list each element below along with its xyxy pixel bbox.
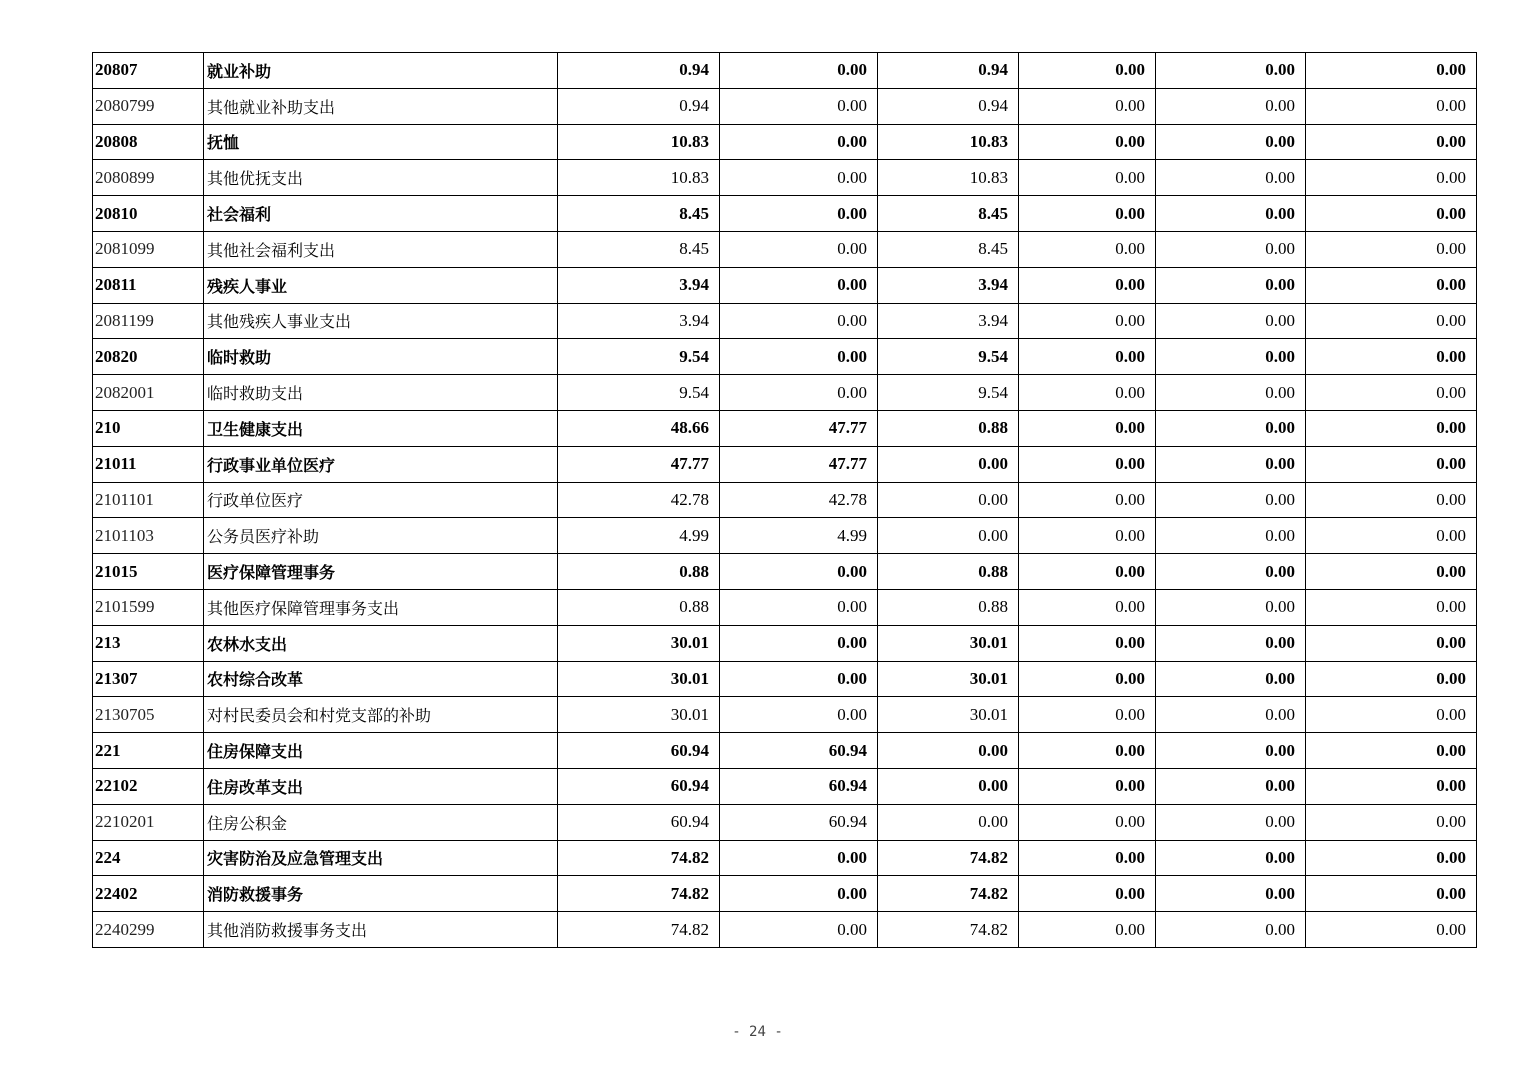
- amount-cell-column-4: 0.00: [1019, 446, 1156, 482]
- table-row: [93, 339, 1477, 375]
- table-body: [93, 53, 1477, 948]
- amount-cell-column-4: 0.00: [1019, 88, 1156, 124]
- amount-cell-column-6: 0.00: [1306, 267, 1477, 303]
- subject-name-cell: 行政事业单位医疗: [204, 446, 558, 482]
- amount-cell-column-5: 0.00: [1156, 303, 1306, 339]
- subject-name-cell: 农村综合改革: [204, 661, 558, 697]
- subject-code-cell: 2082001: [93, 375, 204, 411]
- amount-cell-column-4: 0.00: [1019, 804, 1156, 840]
- amount-cell-column-4: 0.00: [1019, 482, 1156, 518]
- amount-cell-column-4: 0.00: [1019, 661, 1156, 697]
- table-row: [93, 303, 1477, 339]
- subject-code-cell: 2081199: [93, 303, 204, 339]
- amount-cell-total: 0.88: [558, 589, 720, 625]
- table-row: [93, 53, 1477, 89]
- amount-cell-basic-expenditure: 47.77: [720, 446, 878, 482]
- amount-cell-basic-expenditure: 0.00: [720, 196, 878, 232]
- table-row: [93, 446, 1477, 482]
- subject-code-cell: 2130705: [93, 697, 204, 733]
- amount-cell-column-6: 0.00: [1306, 375, 1477, 411]
- amount-cell-column-5: 0.00: [1156, 375, 1306, 411]
- amount-cell-total: 60.94: [558, 733, 720, 769]
- amount-cell-column-5: 0.00: [1156, 410, 1306, 446]
- amount-cell-column-5: 0.00: [1156, 554, 1306, 590]
- subject-name-cell: 消防救援事务: [204, 876, 558, 912]
- amount-cell-column-6: 0.00: [1306, 876, 1477, 912]
- amount-cell-total: 47.77: [558, 446, 720, 482]
- amount-cell-column-4: 0.00: [1019, 876, 1156, 912]
- amount-cell-column-6: 0.00: [1306, 410, 1477, 446]
- amount-cell-project-expenditure: 3.94: [878, 303, 1019, 339]
- amount-cell-total: 0.88: [558, 554, 720, 590]
- table-row: [93, 840, 1477, 876]
- amount-cell-total: 74.82: [558, 840, 720, 876]
- subject-name-cell: 行政单位医疗: [204, 482, 558, 518]
- amount-cell-total: 8.45: [558, 196, 720, 232]
- table-row: [93, 482, 1477, 518]
- table-row: [93, 876, 1477, 912]
- amount-cell-column-4: 0.00: [1019, 768, 1156, 804]
- subject-code-cell: 20811: [93, 267, 204, 303]
- amount-cell-project-expenditure: 9.54: [878, 339, 1019, 375]
- subject-name-cell: 农林水支出: [204, 625, 558, 661]
- subject-name-cell: 医疗保障管理事务: [204, 554, 558, 590]
- amount-cell-total: 3.94: [558, 267, 720, 303]
- subject-code-cell: 20810: [93, 196, 204, 232]
- amount-cell-column-5: 0.00: [1156, 482, 1306, 518]
- amount-cell-column-4: 0.00: [1019, 339, 1156, 375]
- amount-cell-total: 8.45: [558, 231, 720, 267]
- amount-cell-column-6: 0.00: [1306, 733, 1477, 769]
- amount-cell-project-expenditure: 0.94: [878, 53, 1019, 89]
- amount-cell-column-5: 0.00: [1156, 804, 1306, 840]
- amount-cell-project-expenditure: 74.82: [878, 876, 1019, 912]
- subject-code-cell: 213: [93, 625, 204, 661]
- amount-cell-project-expenditure: 10.83: [878, 124, 1019, 160]
- amount-cell-total: 4.99: [558, 518, 720, 554]
- amount-cell-column-6: 0.00: [1306, 339, 1477, 375]
- table-row: [93, 160, 1477, 196]
- amount-cell-basic-expenditure: 60.94: [720, 768, 878, 804]
- amount-cell-column-5: 0.00: [1156, 339, 1306, 375]
- amount-cell-column-5: 0.00: [1156, 840, 1306, 876]
- table-row: [93, 518, 1477, 554]
- subject-code-cell: 21011: [93, 446, 204, 482]
- amount-cell-total: 30.01: [558, 697, 720, 733]
- subject-code-cell: 21307: [93, 661, 204, 697]
- amount-cell-project-expenditure: 74.82: [878, 840, 1019, 876]
- amount-cell-column-5: 0.00: [1156, 53, 1306, 89]
- amount-cell-project-expenditure: 0.00: [878, 768, 1019, 804]
- subject-code-cell: 2080899: [93, 160, 204, 196]
- amount-cell-total: 60.94: [558, 804, 720, 840]
- amount-cell-total: 10.83: [558, 124, 720, 160]
- amount-cell-total: 9.54: [558, 375, 720, 411]
- table-row: [93, 661, 1477, 697]
- subject-code-cell: 20807: [93, 53, 204, 89]
- amount-cell-column-4: 0.00: [1019, 912, 1156, 948]
- amount-cell-column-6: 0.00: [1306, 518, 1477, 554]
- amount-cell-column-6: 0.00: [1306, 53, 1477, 89]
- amount-cell-basic-expenditure: 0.00: [720, 840, 878, 876]
- amount-cell-column-4: 0.00: [1019, 840, 1156, 876]
- amount-cell-basic-expenditure: 0.00: [720, 697, 878, 733]
- amount-cell-total: 30.01: [558, 625, 720, 661]
- table-row: [93, 697, 1477, 733]
- amount-cell-project-expenditure: 30.01: [878, 697, 1019, 733]
- amount-cell-column-5: 0.00: [1156, 196, 1306, 232]
- subject-code-cell: 20808: [93, 124, 204, 160]
- amount-cell-column-4: 0.00: [1019, 589, 1156, 625]
- subject-name-cell: 住房保障支出: [204, 733, 558, 769]
- amount-cell-project-expenditure: 0.00: [878, 733, 1019, 769]
- amount-cell-column-5: 0.00: [1156, 446, 1306, 482]
- amount-cell-column-5: 0.00: [1156, 231, 1306, 267]
- table-row: [93, 124, 1477, 160]
- amount-cell-basic-expenditure: 0.00: [720, 88, 878, 124]
- amount-cell-basic-expenditure: 0.00: [720, 375, 878, 411]
- subject-name-cell: 卫生健康支出: [204, 410, 558, 446]
- amount-cell-column-5: 0.00: [1156, 912, 1306, 948]
- amount-cell-column-4: 0.00: [1019, 375, 1156, 411]
- amount-cell-project-expenditure: 0.94: [878, 88, 1019, 124]
- amount-cell-column-4: 0.00: [1019, 554, 1156, 590]
- table-row: [93, 554, 1477, 590]
- amount-cell-total: 42.78: [558, 482, 720, 518]
- amount-cell-basic-expenditure: 60.94: [720, 733, 878, 769]
- amount-cell-column-4: 0.00: [1019, 410, 1156, 446]
- amount-cell-column-4: 0.00: [1019, 267, 1156, 303]
- amount-cell-basic-expenditure: 0.00: [720, 303, 878, 339]
- subject-code-cell: 2240299: [93, 912, 204, 948]
- amount-cell-column-4: 0.00: [1019, 697, 1156, 733]
- subject-code-cell: 21015: [93, 554, 204, 590]
- subject-code-cell: 22402: [93, 876, 204, 912]
- subject-name-cell: 公务员医疗补助: [204, 518, 558, 554]
- amount-cell-project-expenditure: 8.45: [878, 231, 1019, 267]
- amount-cell-column-5: 0.00: [1156, 625, 1306, 661]
- subject-name-cell: 残疾人事业: [204, 267, 558, 303]
- amount-cell-total: 74.82: [558, 876, 720, 912]
- amount-cell-total: 74.82: [558, 912, 720, 948]
- amount-cell-column-4: 0.00: [1019, 518, 1156, 554]
- amount-cell-total: 10.83: [558, 160, 720, 196]
- table-row: [93, 768, 1477, 804]
- amount-cell-column-4: 0.00: [1019, 733, 1156, 769]
- subject-name-cell: 住房改革支出: [204, 768, 558, 804]
- amount-cell-project-expenditure: 0.00: [878, 482, 1019, 518]
- table-row: [93, 231, 1477, 267]
- page-number: - 24 -: [732, 1024, 783, 1040]
- subject-name-cell: 对村民委员会和村党支部的补助: [204, 697, 558, 733]
- amount-cell-column-6: 0.00: [1306, 231, 1477, 267]
- subject-name-cell: 灾害防治及应急管理支出: [204, 840, 558, 876]
- table-row: [93, 88, 1477, 124]
- amount-cell-project-expenditure: 8.45: [878, 196, 1019, 232]
- amount-cell-column-4: 0.00: [1019, 160, 1156, 196]
- amount-cell-basic-expenditure: 0.00: [720, 231, 878, 267]
- subject-name-cell: 临时救助: [204, 339, 558, 375]
- amount-cell-column-5: 0.00: [1156, 518, 1306, 554]
- amount-cell-column-5: 0.00: [1156, 733, 1306, 769]
- amount-cell-basic-expenditure: 0.00: [720, 267, 878, 303]
- amount-cell-project-expenditure: 10.83: [878, 160, 1019, 196]
- amount-cell-project-expenditure: 74.82: [878, 912, 1019, 948]
- amount-cell-column-6: 0.00: [1306, 840, 1477, 876]
- budget-table: [92, 52, 1477, 948]
- amount-cell-column-5: 0.00: [1156, 88, 1306, 124]
- amount-cell-column-6: 0.00: [1306, 912, 1477, 948]
- subject-name-cell: 社会福利: [204, 196, 558, 232]
- amount-cell-basic-expenditure: 42.78: [720, 482, 878, 518]
- amount-cell-total: 9.54: [558, 339, 720, 375]
- amount-cell-project-expenditure: 30.01: [878, 661, 1019, 697]
- amount-cell-column-5: 0.00: [1156, 661, 1306, 697]
- table-row: [93, 625, 1477, 661]
- subject-code-cell: 224: [93, 840, 204, 876]
- amount-cell-project-expenditure: 0.00: [878, 518, 1019, 554]
- amount-cell-column-5: 0.00: [1156, 124, 1306, 160]
- subject-code-cell: 2101599: [93, 589, 204, 625]
- subject-code-cell: 2081099: [93, 231, 204, 267]
- amount-cell-column-6: 0.00: [1306, 303, 1477, 339]
- amount-cell-column-5: 0.00: [1156, 267, 1306, 303]
- amount-cell-column-6: 0.00: [1306, 697, 1477, 733]
- amount-cell-basic-expenditure: 0.00: [720, 339, 878, 375]
- amount-cell-column-6: 0.00: [1306, 768, 1477, 804]
- table-row: [93, 375, 1477, 411]
- subject-name-cell: 其他消防救援事务支出: [204, 912, 558, 948]
- amount-cell-column-6: 0.00: [1306, 482, 1477, 518]
- amount-cell-basic-expenditure: 0.00: [720, 124, 878, 160]
- subject-name-cell: 其他就业补助支出: [204, 88, 558, 124]
- subject-name-cell: 抚恤: [204, 124, 558, 160]
- amount-cell-column-4: 0.00: [1019, 231, 1156, 267]
- amount-cell-project-expenditure: 30.01: [878, 625, 1019, 661]
- subject-name-cell: 住房公积金: [204, 804, 558, 840]
- amount-cell-column-6: 0.00: [1306, 160, 1477, 196]
- table-row: [93, 410, 1477, 446]
- amount-cell-basic-expenditure: 0.00: [720, 661, 878, 697]
- amount-cell-column-5: 0.00: [1156, 768, 1306, 804]
- amount-cell-project-expenditure: 0.00: [878, 446, 1019, 482]
- subject-name-cell: 其他社会福利支出: [204, 231, 558, 267]
- amount-cell-column-6: 0.00: [1306, 124, 1477, 160]
- table-row: [93, 267, 1477, 303]
- amount-cell-total: 0.94: [558, 53, 720, 89]
- amount-cell-column-6: 0.00: [1306, 88, 1477, 124]
- subject-code-cell: 20820: [93, 339, 204, 375]
- amount-cell-project-expenditure: 9.54: [878, 375, 1019, 411]
- subject-name-cell: 其他残疾人事业支出: [204, 303, 558, 339]
- amount-cell-basic-expenditure: 0.00: [720, 625, 878, 661]
- amount-cell-column-6: 0.00: [1306, 804, 1477, 840]
- subject-code-cell: 2101101: [93, 482, 204, 518]
- table-row: [93, 196, 1477, 232]
- amount-cell-basic-expenditure: 0.00: [720, 160, 878, 196]
- amount-cell-column-6: 0.00: [1306, 446, 1477, 482]
- subject-code-cell: 210: [93, 410, 204, 446]
- amount-cell-total: 3.94: [558, 303, 720, 339]
- table-row: [93, 912, 1477, 948]
- amount-cell-total: 48.66: [558, 410, 720, 446]
- amount-cell-project-expenditure: 0.88: [878, 554, 1019, 590]
- amount-cell-basic-expenditure: 60.94: [720, 804, 878, 840]
- amount-cell-basic-expenditure: 0.00: [720, 554, 878, 590]
- amount-cell-column-4: 0.00: [1019, 303, 1156, 339]
- amount-cell-basic-expenditure: 0.00: [720, 589, 878, 625]
- subject-name-cell: 其他优抚支出: [204, 160, 558, 196]
- subject-code-cell: 22102: [93, 768, 204, 804]
- amount-cell-basic-expenditure: 47.77: [720, 410, 878, 446]
- amount-cell-total: 0.94: [558, 88, 720, 124]
- amount-cell-basic-expenditure: 0.00: [720, 912, 878, 948]
- subject-code-cell: 221: [93, 733, 204, 769]
- amount-cell-basic-expenditure: 0.00: [720, 53, 878, 89]
- amount-cell-column-6: 0.00: [1306, 625, 1477, 661]
- amount-cell-column-6: 0.00: [1306, 661, 1477, 697]
- amount-cell-project-expenditure: 0.88: [878, 589, 1019, 625]
- amount-cell-basic-expenditure: 0.00: [720, 876, 878, 912]
- amount-cell-column-4: 0.00: [1019, 196, 1156, 232]
- subject-name-cell: 就业补助: [204, 53, 558, 89]
- subject-name-cell: 其他医疗保障管理事务支出: [204, 589, 558, 625]
- table-row: [93, 804, 1477, 840]
- amount-cell-column-6: 0.00: [1306, 554, 1477, 590]
- amount-cell-column-4: 0.00: [1019, 124, 1156, 160]
- amount-cell-project-expenditure: 3.94: [878, 267, 1019, 303]
- table-row: [93, 589, 1477, 625]
- subject-code-cell: 2101103: [93, 518, 204, 554]
- amount-cell-basic-expenditure: 4.99: [720, 518, 878, 554]
- amount-cell-column-6: 0.00: [1306, 196, 1477, 232]
- amount-cell-total: 60.94: [558, 768, 720, 804]
- subject-code-cell: 2210201: [93, 804, 204, 840]
- amount-cell-project-expenditure: 0.00: [878, 804, 1019, 840]
- amount-cell-column-5: 0.00: [1156, 697, 1306, 733]
- amount-cell-column-4: 0.00: [1019, 53, 1156, 89]
- subject-name-cell: 临时救助支出: [204, 375, 558, 411]
- amount-cell-project-expenditure: 0.88: [878, 410, 1019, 446]
- amount-cell-column-4: 0.00: [1019, 625, 1156, 661]
- subject-code-cell: 2080799: [93, 88, 204, 124]
- amount-cell-column-5: 0.00: [1156, 160, 1306, 196]
- amount-cell-column-5: 0.00: [1156, 589, 1306, 625]
- table-row: [93, 733, 1477, 769]
- amount-cell-column-6: 0.00: [1306, 589, 1477, 625]
- amount-cell-column-5: 0.00: [1156, 876, 1306, 912]
- amount-cell-total: 30.01: [558, 661, 720, 697]
